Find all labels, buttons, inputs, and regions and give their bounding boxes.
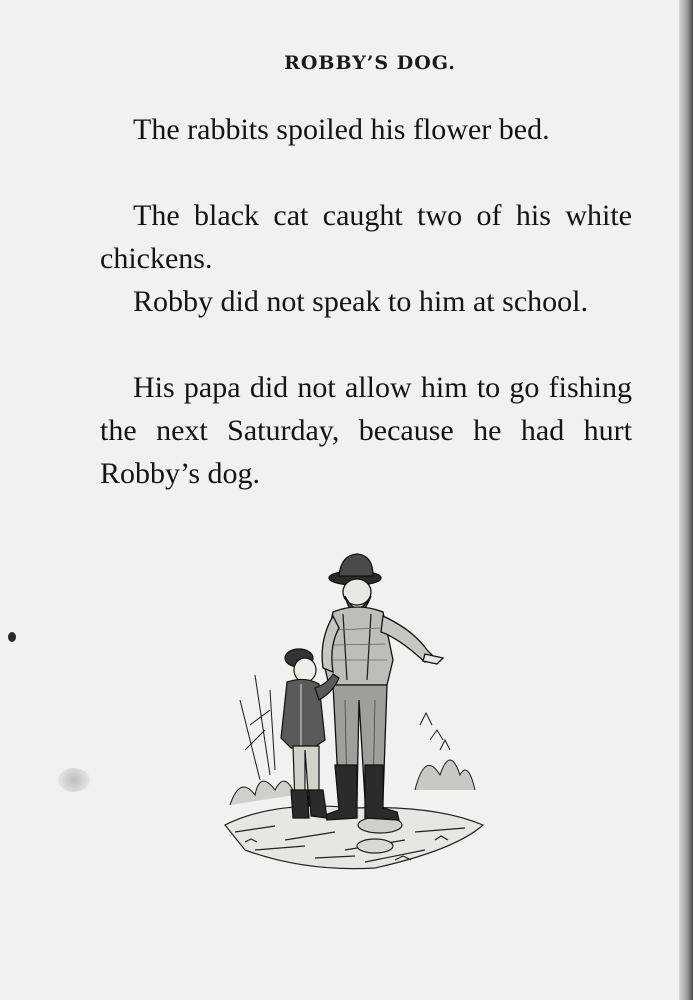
paragraph-2: The black cat caught two of his white chickens.: [100, 199, 632, 275]
paragraph-4: His papa did not allow him to go fishing the next Saturday, because he had hurt Robby’s dog.: [100, 371, 632, 490]
paragraph-3: Robby did not speak to him at school.: [133, 285, 588, 318]
engraving-man-and-boy: [215, 550, 490, 880]
page-spine-shadow: [679, 0, 693, 1000]
page-smudge: [58, 768, 90, 792]
running-head: ROBBY’S DOG.: [284, 52, 456, 74]
paragraph-1: The rabbits spoiled his flower bed.: [133, 113, 550, 146]
ink-speck: [8, 632, 16, 642]
